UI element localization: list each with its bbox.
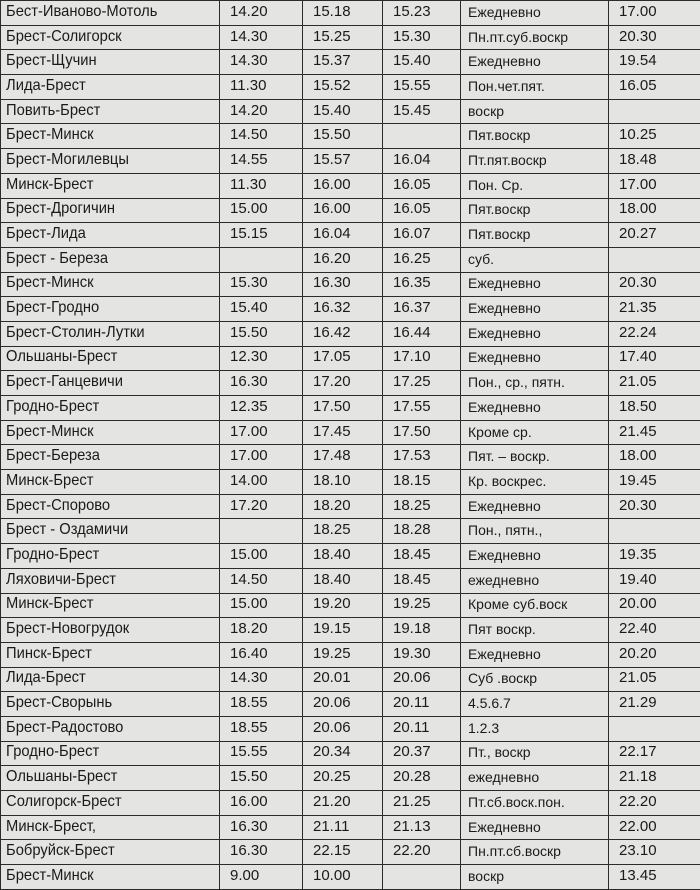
departure-time-cell: 14.20 <box>220 99 303 124</box>
arrival-time-cell: 16.32 <box>303 297 383 322</box>
days-cell: Кроме ср. <box>461 420 609 445</box>
route-cell: Брест-Береза <box>1 445 202 470</box>
table-row <box>1 642 700 667</box>
route-cell: Бобруйск-Брест <box>1 840 202 865</box>
departure-time-cell: 17.00 <box>220 445 303 470</box>
schedule-body <box>1 1 700 890</box>
route-cell: Брест - Оздамичи <box>1 519 202 544</box>
table-row <box>1 692 700 717</box>
departure-time-cell: 12.35 <box>220 396 303 421</box>
route-cell: Брест-Минск <box>1 272 202 297</box>
stop-time-cell: 19.25 <box>383 593 461 618</box>
departure-time-cell: 14.50 <box>220 568 303 593</box>
end-time-cell: 20.27 <box>609 223 700 248</box>
stop-time-cell: 21.13 <box>383 815 461 840</box>
days-cell: Ежедневно <box>461 50 609 75</box>
table-row <box>1 297 700 322</box>
table-row <box>1 865 700 890</box>
stop-time-cell <box>383 865 461 890</box>
arrival-time-cell: 20.34 <box>303 741 383 766</box>
departure-time-cell: 15.50 <box>220 766 303 791</box>
end-time-cell: 18.00 <box>609 445 700 470</box>
departure-time-cell: 18.20 <box>220 618 303 643</box>
stop-time-cell: 20.11 <box>383 692 461 717</box>
arrival-time-cell: 18.25 <box>303 519 383 544</box>
departure-time-cell: 11.30 <box>220 173 303 198</box>
days-cell: Ежедневно <box>461 1 609 26</box>
route-cell: Солигорск-Брест <box>1 791 202 816</box>
arrival-time-cell: 20.06 <box>303 692 383 717</box>
departure-time-cell: 15.50 <box>220 321 303 346</box>
table-row <box>1 346 700 371</box>
table-row <box>1 815 700 840</box>
stop-time-cell: 15.30 <box>383 25 461 50</box>
table-row <box>1 766 700 791</box>
stop-time-cell: 17.50 <box>383 420 461 445</box>
departure-time-cell: 15.00 <box>220 544 303 569</box>
stop-time-cell: 18.28 <box>383 519 461 544</box>
arrival-time-cell: 18.20 <box>303 494 383 519</box>
arrival-time-cell: 20.06 <box>303 716 383 741</box>
route-cell: Брест-Новогрудок <box>1 618 202 643</box>
route-cell: Лида-Брест <box>1 75 202 100</box>
days-cell: Пн.пт.суб.воскр <box>461 25 609 50</box>
stop-time-cell: 19.18 <box>383 618 461 643</box>
days-cell: воскр <box>461 865 609 890</box>
table-row <box>1 124 700 149</box>
arrival-time-cell: 15.52 <box>303 75 383 100</box>
stop-time-cell: 17.25 <box>383 371 461 396</box>
days-cell: 1.2.3 <box>461 716 609 741</box>
table-row <box>1 544 700 569</box>
departure-time-cell: 15.15 <box>220 223 303 248</box>
table-row <box>1 741 700 766</box>
departure-time-cell: 18.55 <box>220 716 303 741</box>
departure-time-cell: 14.20 <box>220 1 303 26</box>
departure-time-cell: 16.30 <box>220 371 303 396</box>
stop-time-cell: 16.35 <box>383 272 461 297</box>
route-cell: Гродно-Брест <box>1 741 202 766</box>
table-row <box>1 420 700 445</box>
days-cell: Ежедневно <box>461 346 609 371</box>
arrival-time-cell: 15.40 <box>303 99 383 124</box>
departure-time-cell: 16.30 <box>220 815 303 840</box>
departure-time-cell: 14.55 <box>220 149 303 174</box>
route-cell: Ляховичи-Брест <box>1 568 202 593</box>
end-time-cell: 17.00 <box>609 173 700 198</box>
departure-time-cell: 16.40 <box>220 642 303 667</box>
days-cell: Пт., воскр <box>461 741 609 766</box>
table-row <box>1 247 700 272</box>
days-cell: Пон., ср., пятн. <box>461 371 609 396</box>
arrival-time-cell: 16.20 <box>303 247 383 272</box>
arrival-time-cell: 16.04 <box>303 223 383 248</box>
stop-time-cell: 17.10 <box>383 346 461 371</box>
end-time-cell: 18.48 <box>609 149 700 174</box>
arrival-time-cell: 18.40 <box>303 568 383 593</box>
end-time-cell: 10.25 <box>609 124 700 149</box>
departure-time-cell: 12.30 <box>220 346 303 371</box>
days-cell: воскр <box>461 99 609 124</box>
days-cell: Ежедневно <box>461 396 609 421</box>
stop-time-cell: 22.20 <box>383 840 461 865</box>
route-cell: Минск-Брест <box>1 470 202 495</box>
stop-time-cell: 15.23 <box>383 1 461 26</box>
days-cell: Пон.чет.пят. <box>461 75 609 100</box>
stop-time-cell: 17.55 <box>383 396 461 421</box>
stop-time-cell: 20.06 <box>383 667 461 692</box>
arrival-time-cell: 19.25 <box>303 642 383 667</box>
arrival-time-cell: 21.11 <box>303 815 383 840</box>
end-time-cell <box>609 247 700 272</box>
end-time-cell: 21.05 <box>609 371 700 396</box>
table-row <box>1 272 700 297</box>
stop-time-cell: 16.25 <box>383 247 461 272</box>
end-time-cell: 13.45 <box>609 865 700 890</box>
arrival-time-cell: 21.20 <box>303 791 383 816</box>
departure-time-cell: 14.00 <box>220 470 303 495</box>
table-row <box>1 494 700 519</box>
table-row <box>1 593 700 618</box>
arrival-time-cell: 17.50 <box>303 396 383 421</box>
table-row <box>1 1 700 26</box>
route-cell: Лида-Брест <box>1 667 202 692</box>
table-row <box>1 149 700 174</box>
days-cell: Ежедневно <box>461 642 609 667</box>
days-cell: Ежедневно <box>461 272 609 297</box>
days-cell: Ежедневно <box>461 297 609 322</box>
arrival-time-cell: 16.00 <box>303 198 383 223</box>
table-row <box>1 618 700 643</box>
end-time-cell: 22.20 <box>609 791 700 816</box>
arrival-time-cell: 18.10 <box>303 470 383 495</box>
days-cell: Пят воскр. <box>461 618 609 643</box>
arrival-time-cell: 15.50 <box>303 124 383 149</box>
route-cell: Брест-Минск <box>1 420 202 445</box>
arrival-time-cell: 17.45 <box>303 420 383 445</box>
departure-time-cell: 11.30 <box>220 75 303 100</box>
route-cell: Брест-Ганцевичи <box>1 371 202 396</box>
route-cell: Брест-Минск <box>1 865 202 890</box>
departure-time-cell: 15.40 <box>220 297 303 322</box>
arrival-time-cell: 16.42 <box>303 321 383 346</box>
arrival-time-cell: 15.25 <box>303 25 383 50</box>
stop-time-cell: 18.25 <box>383 494 461 519</box>
days-cell: ежедневно <box>461 568 609 593</box>
arrival-time-cell: 15.37 <box>303 50 383 75</box>
stop-time-cell: 18.45 <box>383 568 461 593</box>
route-cell: Брест-Гродно <box>1 297 202 322</box>
route-cell: Брест-Дрогичин <box>1 198 202 223</box>
end-time-cell <box>609 99 700 124</box>
departure-time-cell: 16.00 <box>220 791 303 816</box>
table-row <box>1 99 700 124</box>
stop-time-cell: 15.40 <box>383 50 461 75</box>
stop-time-cell: 20.11 <box>383 716 461 741</box>
arrival-time-cell: 10.00 <box>303 865 383 890</box>
end-time-cell: 20.00 <box>609 593 700 618</box>
route-cell: Брест-Столин-Лутки <box>1 321 202 346</box>
arrival-time-cell: 15.18 <box>303 1 383 26</box>
arrival-time-cell: 18.40 <box>303 544 383 569</box>
days-cell: Пят.воскр <box>461 124 609 149</box>
departure-time-cell: 18.55 <box>220 692 303 717</box>
arrival-time-cell: 19.15 <box>303 618 383 643</box>
departure-time-cell: 14.50 <box>220 124 303 149</box>
days-cell: Пят. – воскр. <box>461 445 609 470</box>
arrival-time-cell: 19.20 <box>303 593 383 618</box>
days-cell: Пят.воскр <box>461 198 609 223</box>
route-cell: Гродно-Брест <box>1 544 202 569</box>
stop-time-cell: 16.07 <box>383 223 461 248</box>
end-time-cell: 21.18 <box>609 766 700 791</box>
days-cell: Ежедневно <box>461 321 609 346</box>
stop-time-cell: 18.15 <box>383 470 461 495</box>
table-row <box>1 396 700 421</box>
arrival-time-cell: 17.48 <box>303 445 383 470</box>
stop-time-cell: 16.05 <box>383 173 461 198</box>
table-row <box>1 445 700 470</box>
stop-time-cell: 16.44 <box>383 321 461 346</box>
route-cell: Брест-Могилевцы <box>1 149 202 174</box>
stop-time-cell: 21.25 <box>383 791 461 816</box>
days-cell: Пн.пт.сб.воскр <box>461 840 609 865</box>
departure-time-cell: 14.30 <box>220 25 303 50</box>
table-row <box>1 25 700 50</box>
departure-time-cell: 15.00 <box>220 593 303 618</box>
departure-time-cell: 15.00 <box>220 198 303 223</box>
stop-time-cell: 16.04 <box>383 149 461 174</box>
arrival-time-cell: 20.01 <box>303 667 383 692</box>
table-row <box>1 470 700 495</box>
end-time-cell: 20.30 <box>609 272 700 297</box>
table-row <box>1 840 700 865</box>
route-cell: Брест-Спорово <box>1 494 202 519</box>
arrival-time-cell: 17.05 <box>303 346 383 371</box>
table-row <box>1 321 700 346</box>
route-cell: Ольшаны-Брест <box>1 766 202 791</box>
stop-time-cell: 15.55 <box>383 75 461 100</box>
table-row <box>1 50 700 75</box>
table-row <box>1 198 700 223</box>
route-cell: Брест-Лида <box>1 223 202 248</box>
route-cell: Бест-Иваново-Мотоль <box>1 1 202 26</box>
end-time-cell: 22.40 <box>609 618 700 643</box>
days-cell: Пят.воскр <box>461 223 609 248</box>
departure-time-cell <box>220 247 303 272</box>
end-time-cell: 18.50 <box>609 396 700 421</box>
departure-time-cell: 16.30 <box>220 840 303 865</box>
end-time-cell <box>609 716 700 741</box>
days-cell: Ежедневно <box>461 815 609 840</box>
table-row <box>1 519 700 544</box>
table-row <box>1 173 700 198</box>
end-time-cell: 19.35 <box>609 544 700 569</box>
end-time-cell: 21.45 <box>609 420 700 445</box>
route-cell: Минск-Брест, <box>1 815 202 840</box>
end-time-cell: 17.40 <box>609 346 700 371</box>
end-time-cell: 16.05 <box>609 75 700 100</box>
end-time-cell: 20.30 <box>609 494 700 519</box>
route-cell: Минск-Брест <box>1 593 202 618</box>
route-cell: Брест-Радостово <box>1 716 202 741</box>
end-time-cell: 18.00 <box>609 198 700 223</box>
route-cell: Брест-Солигорск <box>1 25 202 50</box>
end-time-cell: 21.29 <box>609 692 700 717</box>
arrival-time-cell: 15.57 <box>303 149 383 174</box>
stop-time-cell: 18.45 <box>383 544 461 569</box>
end-time-cell: 20.20 <box>609 642 700 667</box>
end-time-cell: 22.00 <box>609 815 700 840</box>
days-cell: Кроме суб.воск <box>461 593 609 618</box>
table-row <box>1 667 700 692</box>
route-cell: Повить-Брест <box>1 99 202 124</box>
arrival-time-cell: 20.25 <box>303 766 383 791</box>
departure-time-cell: 15.30 <box>220 272 303 297</box>
stop-time-cell: 15.45 <box>383 99 461 124</box>
end-time-cell <box>609 519 700 544</box>
table-row <box>1 223 700 248</box>
days-cell: Кр. воскрес. <box>461 470 609 495</box>
days-cell: Ежедневно <box>461 544 609 569</box>
table-row <box>1 568 700 593</box>
end-time-cell: 22.24 <box>609 321 700 346</box>
arrival-time-cell: 22.15 <box>303 840 383 865</box>
route-cell: Брест-Щучин <box>1 50 202 75</box>
departure-time-cell: 17.00 <box>220 420 303 445</box>
end-time-cell: 23.10 <box>609 840 700 865</box>
stop-time-cell: 19.30 <box>383 642 461 667</box>
route-cell: Брест - Береза <box>1 247 202 272</box>
days-cell: Пт.сб.воск.пон. <box>461 791 609 816</box>
stop-time-cell: 20.28 <box>383 766 461 791</box>
days-cell: Пт.пят.воскр <box>461 149 609 174</box>
departure-time-cell <box>220 519 303 544</box>
stop-time-cell: 16.37 <box>383 297 461 322</box>
route-cell: Брест-Минск <box>1 124 202 149</box>
end-time-cell: 19.40 <box>609 568 700 593</box>
end-time-cell: 19.54 <box>609 50 700 75</box>
arrival-time-cell: 16.30 <box>303 272 383 297</box>
end-time-cell: 21.35 <box>609 297 700 322</box>
departure-time-cell: 9.00 <box>220 865 303 890</box>
table-row <box>1 716 700 741</box>
route-cell: Гродно-Брест <box>1 396 202 421</box>
days-cell: Ежедневно <box>461 494 609 519</box>
end-time-cell: 22.17 <box>609 741 700 766</box>
stop-time-cell: 20.37 <box>383 741 461 766</box>
days-cell: ежедневно <box>461 766 609 791</box>
days-cell: суб. <box>461 247 609 272</box>
arrival-time-cell: 16.00 <box>303 173 383 198</box>
end-time-cell: 19.45 <box>609 470 700 495</box>
stop-time-cell <box>383 124 461 149</box>
table-row <box>1 371 700 396</box>
departure-time-cell: 15.55 <box>220 741 303 766</box>
arrival-time-cell: 17.20 <box>303 371 383 396</box>
route-cell: Пинск-Брест <box>1 642 202 667</box>
departure-time-cell: 17.20 <box>220 494 303 519</box>
route-cell: Ольшаны-Брест <box>1 346 202 371</box>
departure-time-cell: 14.30 <box>220 667 303 692</box>
days-cell: Суб .воскр <box>461 667 609 692</box>
departure-time-cell: 14.30 <box>220 50 303 75</box>
route-cell: Брест-Сворынь <box>1 692 202 717</box>
end-time-cell: 17.00 <box>609 1 700 26</box>
table-row <box>1 791 700 816</box>
days-cell: 4.5.6.7 <box>461 692 609 717</box>
stop-time-cell: 16.05 <box>383 198 461 223</box>
days-cell: Пон. Ср. <box>461 173 609 198</box>
route-cell: Минск-Брест <box>1 173 202 198</box>
end-time-cell: 20.30 <box>609 25 700 50</box>
table-row <box>1 75 700 100</box>
stop-time-cell: 17.53 <box>383 445 461 470</box>
end-time-cell: 21.05 <box>609 667 700 692</box>
days-cell: Пон., пятн., <box>461 519 609 544</box>
